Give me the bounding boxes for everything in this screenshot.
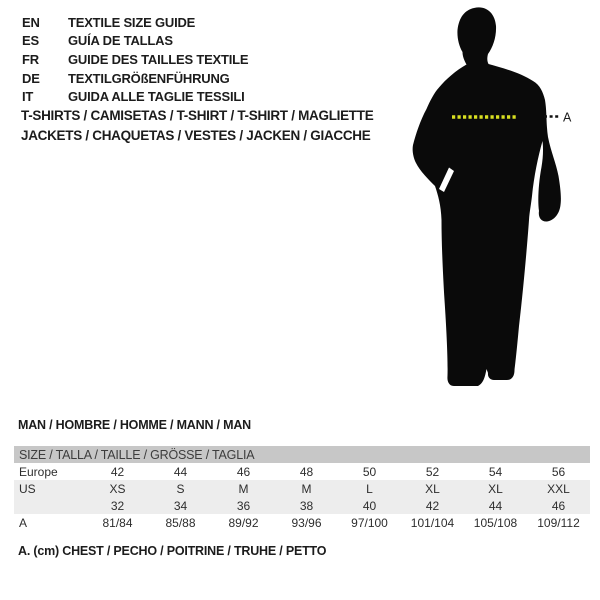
- size-value-cell: 101/104: [410, 515, 455, 530]
- size-value-cell: 81/84: [102, 515, 133, 530]
- size-value-cell: 42: [110, 464, 125, 479]
- size-value-cell: 42: [401, 497, 464, 514]
- language-label: GUIDE DES TAILLES TEXTILE: [68, 51, 249, 67]
- size-value-cell: 93/96: [291, 515, 322, 530]
- size-value-cell: XL: [401, 480, 464, 497]
- man-silhouette: [413, 7, 561, 386]
- category-line-jackets: JACKETS / CHAQUETAS / VESTES / JACKEN / GIACCHE: [21, 127, 371, 143]
- language-list: [22, 13, 248, 106]
- size-value-cell: 44: [173, 464, 188, 479]
- size-value-cell: L: [338, 480, 401, 497]
- language-code: IT: [22, 89, 34, 105]
- size-value-cell: M: [275, 480, 338, 497]
- size-value-cell: 97/100: [351, 515, 388, 530]
- category-line-tshirts: T-SHIRTS / CAMISETAS / T-SHIRT / T-SHIRT / MAGLIETTE: [21, 108, 374, 123]
- language-label: TEXTILGRÖßENFÜHRUNG: [68, 70, 230, 86]
- language-label: GUIDA ALLE TAGLIE TESSILI: [68, 89, 245, 105]
- table-row-us-numeric: [14, 497, 590, 514]
- language-row: [22, 87, 248, 106]
- language-label: TEXTILE SIZE GUIDE: [68, 14, 196, 30]
- size-value-cell: XS: [86, 480, 149, 497]
- measurement-footnote: A. (cm) CHEST / PECHO / POITRINE / TRUHE / PETTO: [18, 544, 327, 558]
- language-code: DE: [22, 70, 40, 86]
- size-value-cell: 40: [338, 497, 401, 514]
- size-value-cell: 89/92: [228, 515, 259, 530]
- size-value-cell: S: [149, 480, 212, 497]
- size-value-cell: 32: [86, 497, 149, 514]
- man-silhouette-svg: [390, 0, 595, 400]
- size-value-cell: 52: [425, 464, 440, 479]
- language-row: [22, 50, 248, 69]
- size-value-cell: 48: [299, 464, 314, 479]
- size-value-cell: 34: [149, 497, 212, 514]
- language-row: [22, 69, 248, 88]
- table-row-chest-a: [14, 514, 590, 531]
- measure-label-a: A: [563, 110, 572, 125]
- row-label: [14, 497, 86, 514]
- language-row: [22, 32, 248, 51]
- table-row-europe: [14, 463, 590, 480]
- language-label: GUÍA DE TALLAS: [68, 33, 173, 49]
- size-value-cell: XXL: [527, 480, 590, 497]
- section-title-man: MAN / HOMBRE / HOMME / MANN / MAN: [18, 418, 251, 432]
- language-code: ES: [22, 33, 39, 49]
- size-table-header: SIZE / TALLA / TAILLE / GRÖSSE / TAGLIA: [14, 446, 590, 463]
- size-value-cell: 46: [236, 464, 251, 479]
- size-table-header-row: [14, 446, 590, 463]
- size-value-cell: XL: [464, 480, 527, 497]
- size-value-cell: 105/108: [473, 515, 518, 530]
- size-value-cell: 54: [488, 464, 503, 479]
- size-value-cell: 44: [464, 497, 527, 514]
- size-value-cell: 56: [551, 464, 566, 479]
- table-row-us: [14, 480, 590, 497]
- size-value-cell: 50: [362, 464, 377, 479]
- row-label: US: [14, 480, 86, 497]
- size-value-cell: 38: [275, 497, 338, 514]
- row-label: Europe: [19, 464, 58, 479]
- row-label: A: [19, 515, 28, 530]
- size-value-cell: 85/88: [165, 515, 196, 530]
- language-code: EN: [22, 14, 40, 30]
- size-value-cell: 36: [212, 497, 275, 514]
- size-value-cell: 109/112: [537, 515, 580, 530]
- man-figure: [390, 0, 595, 400]
- size-value-cell: M: [212, 480, 275, 497]
- language-code: FR: [22, 51, 39, 67]
- size-value-cell: 46: [527, 497, 590, 514]
- category-titles: [21, 106, 373, 145]
- language-row: [22, 13, 248, 32]
- size-table: [14, 446, 590, 531]
